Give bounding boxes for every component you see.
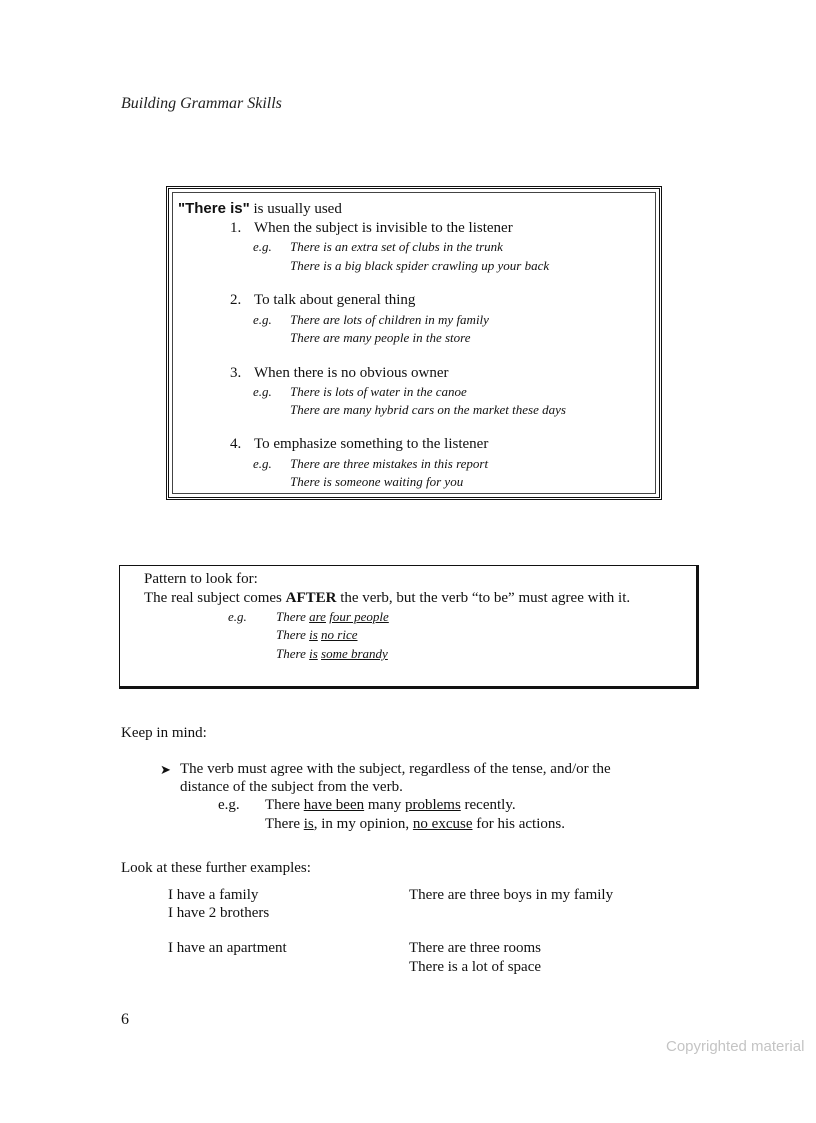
keep-example: There is, in my opinion, no excuse for his actions. <box>265 816 565 832</box>
right-example: There are three boys in my family <box>409 887 614 903</box>
bullet-text-cont: distance of the subject from the verb. <box>180 779 403 795</box>
example-sentence: There is someone waiting for you <box>290 474 464 489</box>
example-sentence: There are lots of children in my family <box>290 312 489 327</box>
rule-item: 2. To talk about general thing <box>230 292 416 308</box>
eg-label: e.g. <box>253 456 272 471</box>
example-sentence: There are many people in the store <box>290 330 471 345</box>
arrowhead-bullet-icon: ➤ <box>160 762 171 777</box>
box1-title-keyword: "There is" <box>178 200 250 217</box>
keep-in-mind-heading: Keep in mind: <box>121 725 207 741</box>
example-sentence: There are many hybrid cars on the market these days <box>290 402 566 417</box>
eg-label: e.g. <box>228 609 247 624</box>
right-example: There is a lot of space <box>409 959 542 975</box>
copyright-watermark: Copyrighted material <box>666 1038 805 1055</box>
bullet-text: The verb must agree with the subject, regardless of the tense, and/or the <box>180 761 611 777</box>
eg-label: e.g. <box>218 797 240 813</box>
example-sentence: There are three mistakes in this report <box>290 456 489 471</box>
pattern-rule: The real subject comes AFTER the verb, but the verb “to be” must agree with it. <box>144 590 631 606</box>
running-header: Building Grammar Skills <box>121 95 282 112</box>
page-number: 6 <box>121 1011 129 1028</box>
rule-item: 4. To emphasize something to the listener <box>230 436 489 452</box>
pattern-example: There is no rice <box>276 627 358 642</box>
eg-label: e.g. <box>253 384 272 399</box>
further-heading: Look at these further examples: <box>121 860 311 876</box>
left-example: I have 2 brothers <box>168 905 270 921</box>
eg-label: e.g. <box>253 239 272 254</box>
box1-title-rest: is usually used <box>249 201 342 217</box>
right-example: There are three rooms <box>409 940 542 956</box>
box1-title <box>178 200 342 218</box>
keep-example: There have been many problems recently. <box>265 797 516 813</box>
left-example: I have a family <box>168 887 259 903</box>
rule-item: 3. When there is no obvious owner <box>230 365 449 381</box>
eg-label: e.g. <box>253 312 272 327</box>
example-sentence: There is lots of water in the canoe <box>290 384 467 399</box>
pattern-title: Pattern to look for: <box>144 571 258 587</box>
pattern-example: There are four people <box>276 609 389 624</box>
pattern-example: There is some brandy <box>276 646 388 661</box>
example-sentence: There is a big black spider crawling up your back <box>290 258 550 273</box>
rule-item: 1. When the subject is invisible to the listener <box>230 220 513 236</box>
example-sentence: There is an extra set of clubs in the trunk <box>290 239 503 254</box>
left-example: I have an apartment <box>168 940 287 956</box>
